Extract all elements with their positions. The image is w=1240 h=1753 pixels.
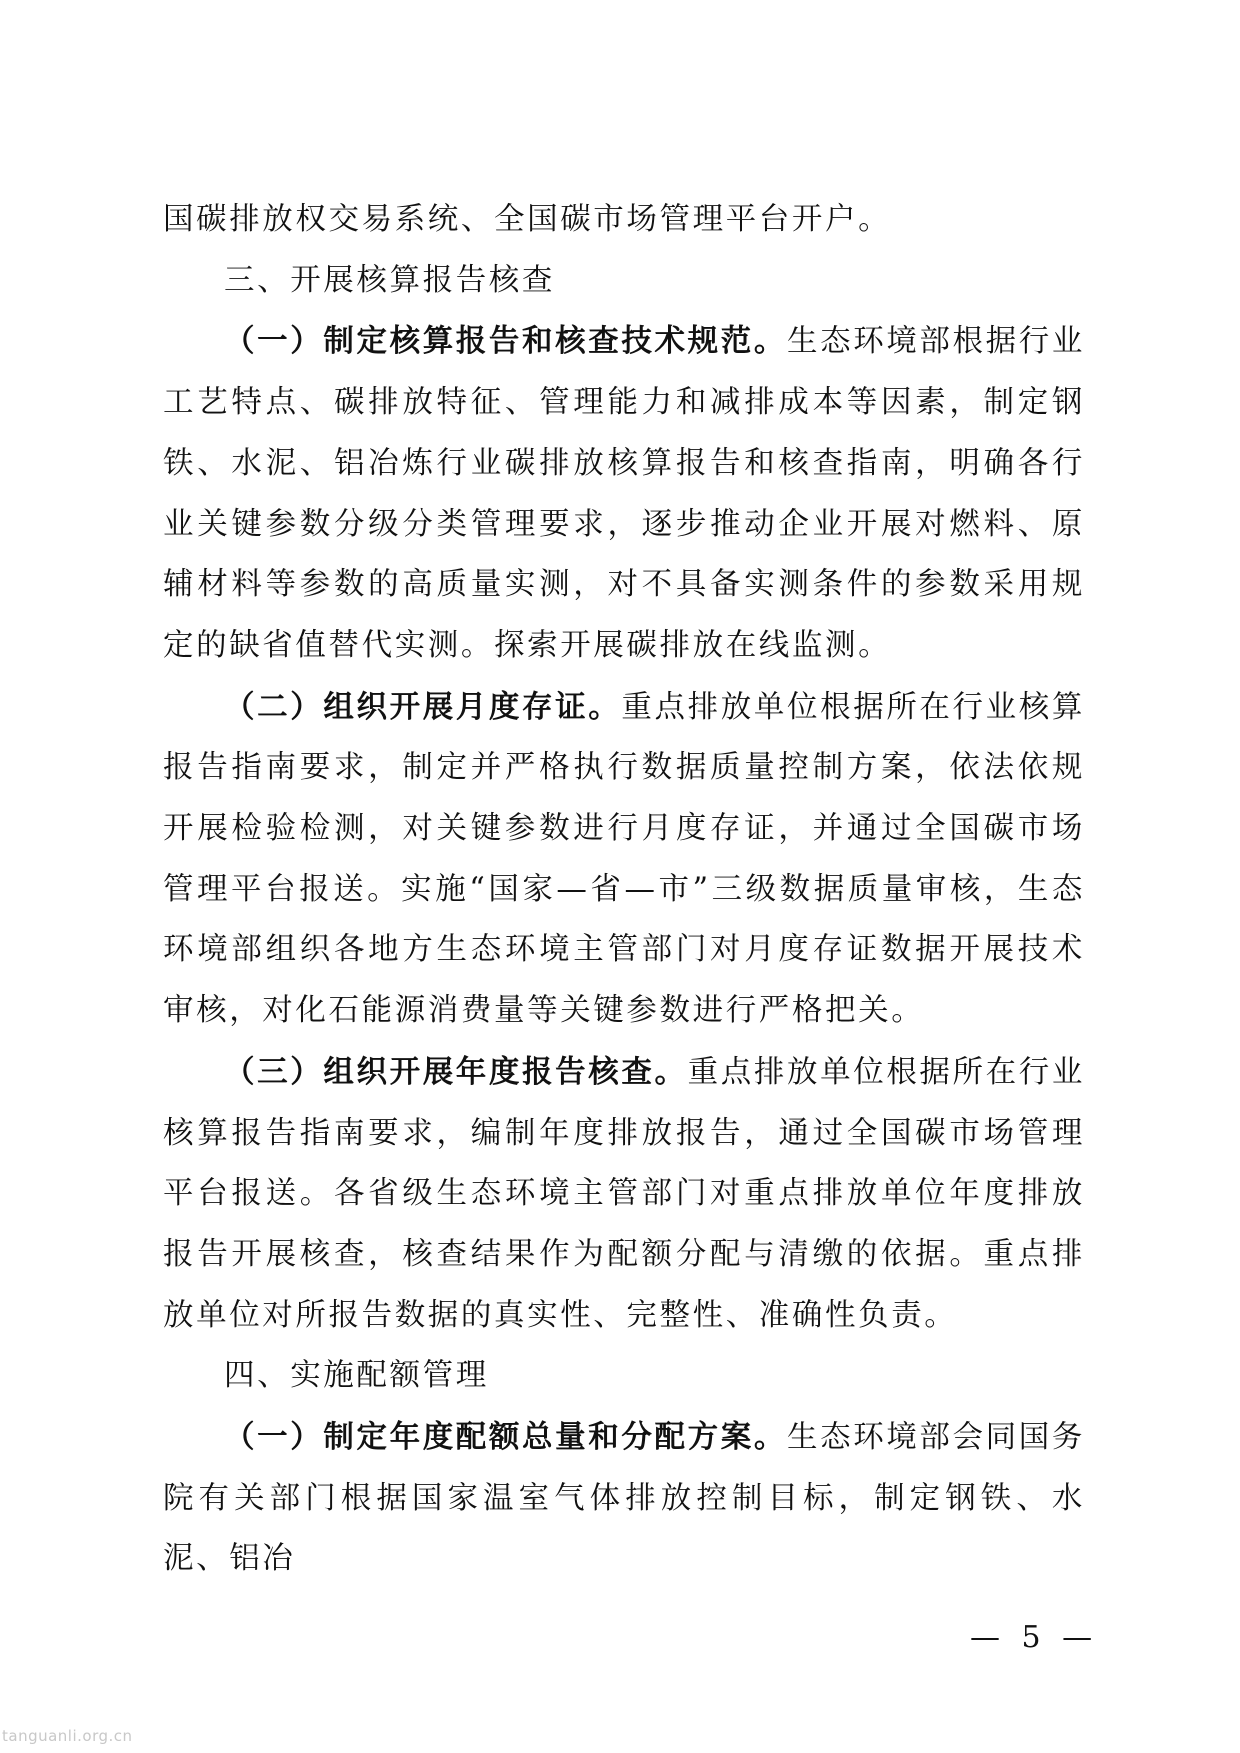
document-body — [163, 190, 1085, 1590]
section-3-item-2 — [163, 677, 1085, 1042]
item-text: 重点排放单位根据所在行业核算报告指南要求，编制年度排放报告，通过全国碳市场管理平台报送。各省级生态环境主管部门对重点排放单位年度排放报告开展核查，核查结果作为配额分配与清缴的依据。重点排放单位对所报告数据的真实性、完整性、准确性负责。 — [163, 1054, 1085, 1333]
item-text: 生态环境部会同国务院有关部门根据国家温室气体排放控制目标，制定钢铁、水泥、铝冶 — [163, 1420, 1085, 1577]
site-watermark: tanguanli.org.cn — [2, 1727, 133, 1745]
item-lead: （一）制定核算报告和核查技术规范。 — [224, 323, 787, 360]
item-text: 生态环境部根据行业工艺特点、碳排放特征、管理能力和减排成本等因素，制定钢铁、水泥、铝冶炼行业碳排放核算报告和核查指南，明确各行业关键参数分级分类管理要求，逐步推动企业开展对燃料、原辅材料等参数的高质量实测，对不具备实测条件的参数采用规定的缺省值替代实测。探索开展碳排放在线监测。 — [163, 324, 1085, 663]
continuation-paragraph: 国碳排放权交易系统、全国碳市场管理平台开户。 — [163, 202, 892, 237]
item-lead: （三）组织开展年度报告核查。 — [224, 1053, 688, 1090]
page-number: — 5 — — [970, 1620, 1099, 1655]
item-lead: （一）制定年度配额总量和分配方案。 — [224, 1419, 787, 1456]
section-3-item-1 — [163, 311, 1085, 676]
section-3-item-3 — [163, 1042, 1085, 1347]
section-heading-3: 三、开展核算报告核查 — [224, 262, 555, 298]
item-text: 重点排放单位根据所在行业核算报告指南要求，制定并严格执行数据质量控制方案，依法依规开展检验检测，对关键参数进行月度存证，并通过全国碳市场管理平台报送。实施“国家—省—市”三级数据质量审核，生态环境部组织各地方生态环境主管部门对月度存证数据开展技术审核，对化石能源消费量等关键参数进行严格把关。 — [163, 689, 1085, 1029]
section-4-item-1 — [163, 1407, 1085, 1590]
item-lead: （二）组织开展月度存证。 — [224, 688, 622, 725]
section-heading-4: 四、实施配额管理 — [224, 1358, 489, 1394]
